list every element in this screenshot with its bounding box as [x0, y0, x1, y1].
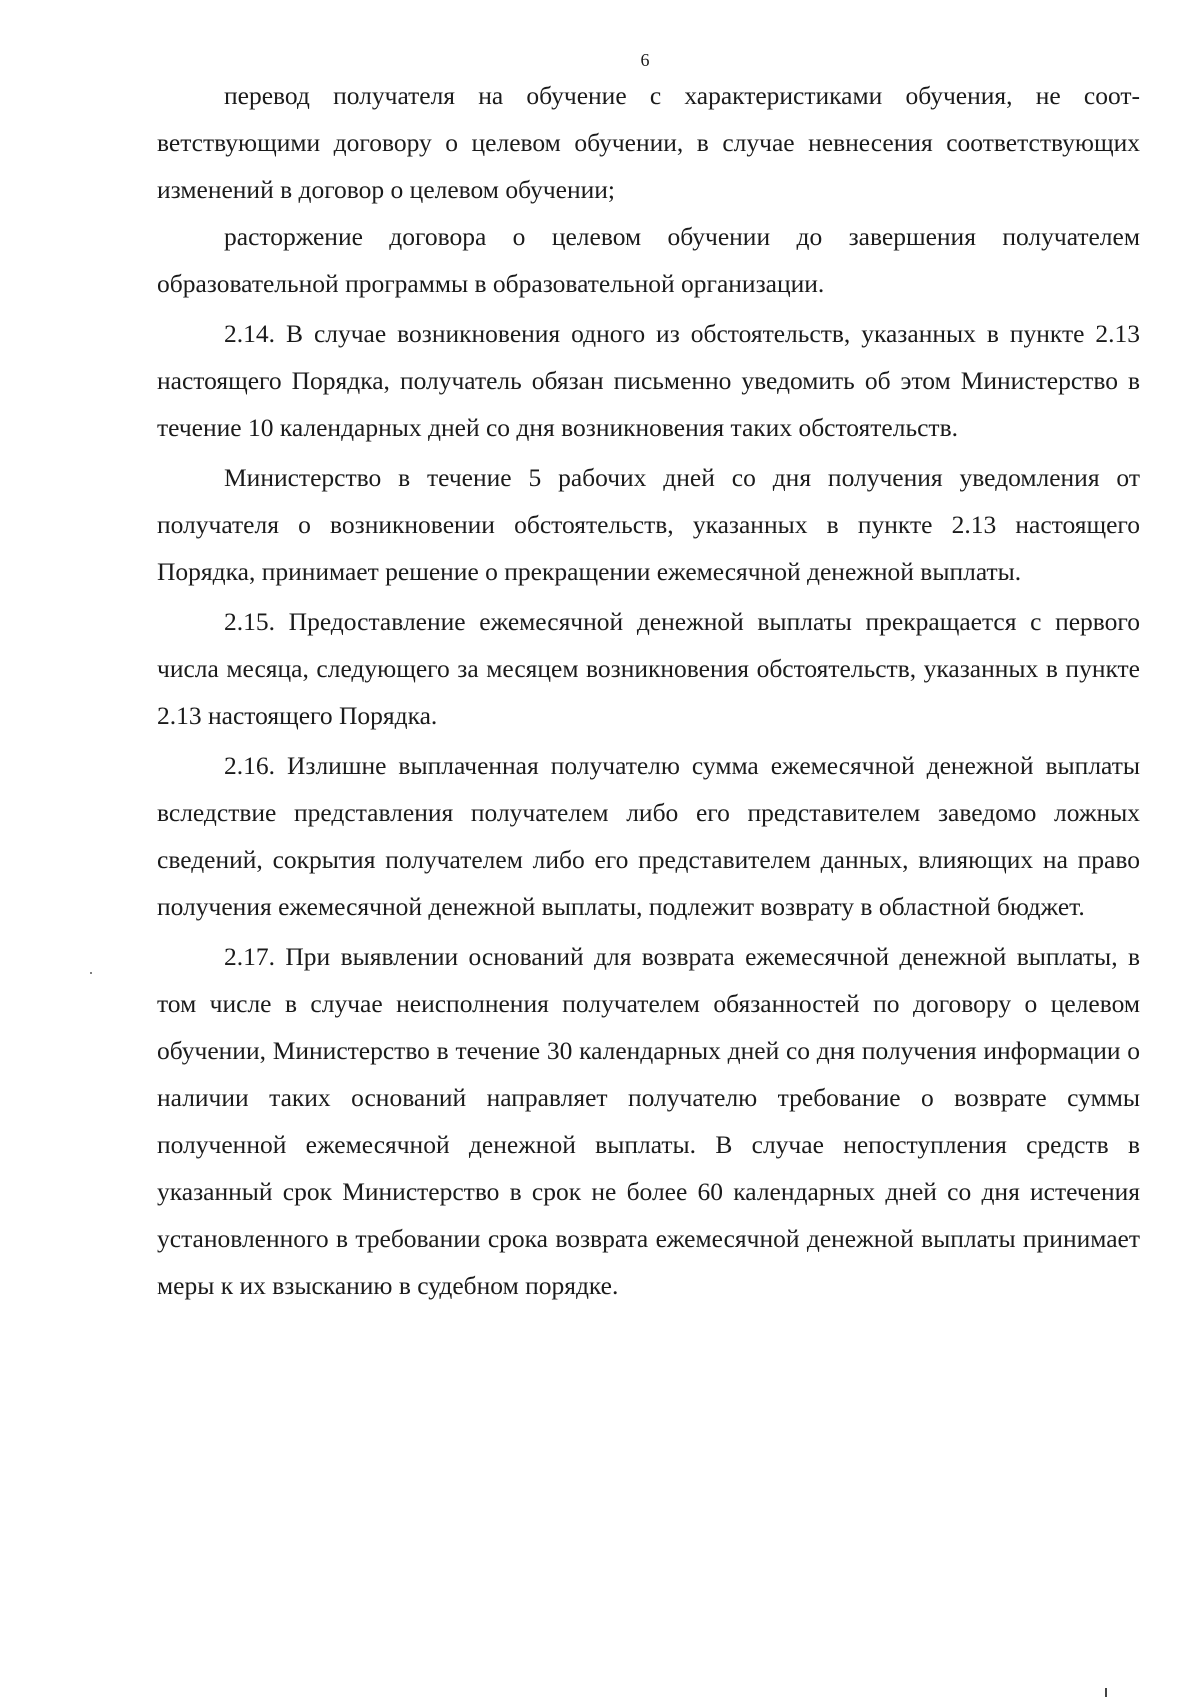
paragraph-2-16: 2.16. Излишне выплаченная получателю сумма ежемесячной денежной выплаты вследствие представления получателем либо его представителем заведомо ложных сведений, сокрытия получателем либо его представителем данных, влияющих на право получения ежемесячной денежной выплаты, подлежит возврату в областной бюджет.	[157, 751, 1140, 921]
document-body	[157, 72, 1140, 1309]
paragraph-2-14: 2.14. В случае возникновения одного из обстоятельств, указанных в пункте 2.13 настоящего Порядка, получатель обязан письменно уведомить об этом Министерство в течение 10 календарных дней со дня возникновения таких обстоятельств.	[157, 319, 1140, 442]
paragraph-2-17: 2.17. При выявлении оснований для возврата ежемесячной денежной выплаты, в том числе в случае неисполнения получателем обязанностей по договору о целевом обучении, Министерство в течение 30 календарных дней со дня получения информации о наличии таких оснований направляет получателю требование о возврате суммы полученной ежемесячной денежной выплаты. В случае непоступления средств в указанный срок Министерство в срок не более 60 календарных дней со дня истечения установленного в требовании срока возврата ежемесячной денежной выплаты принимает меры к их взысканию в судебном порядке.	[157, 942, 1140, 1300]
scan-mark	[1105, 1688, 1107, 1697]
page-number: 6	[640, 50, 650, 70]
paragraph-transfer-condition: перевод получателя на обучение с характеристиками обучения, не соответствующими договору о целевом обучении, в случае невнесения соответствующих изменений в договор о целевом обучении;	[157, 81, 1140, 204]
paragraph-2-15: 2.15. Предоставление ежемесячной денежной выплаты прекращается с первого числа месяца, следующего за месяцем возникновения обстоятельств, указанных в пункте 2.13 настоящего Порядка.	[157, 607, 1140, 730]
scan-speck	[90, 972, 92, 974]
paragraph-ministry-decision: Министерство в течение 5 рабочих дней со дня получения уведомления от получателя о возникновении обстоятельств, указанных в пункте 2.13 настоящего Порядка, принимает решение о прекращении ежемесячной денежной выплаты.	[157, 463, 1140, 586]
paragraph-contract-termination: расторжение договора о целевом обучении до завершения получателем образовательной программы в образовательной организации.	[157, 222, 1140, 298]
